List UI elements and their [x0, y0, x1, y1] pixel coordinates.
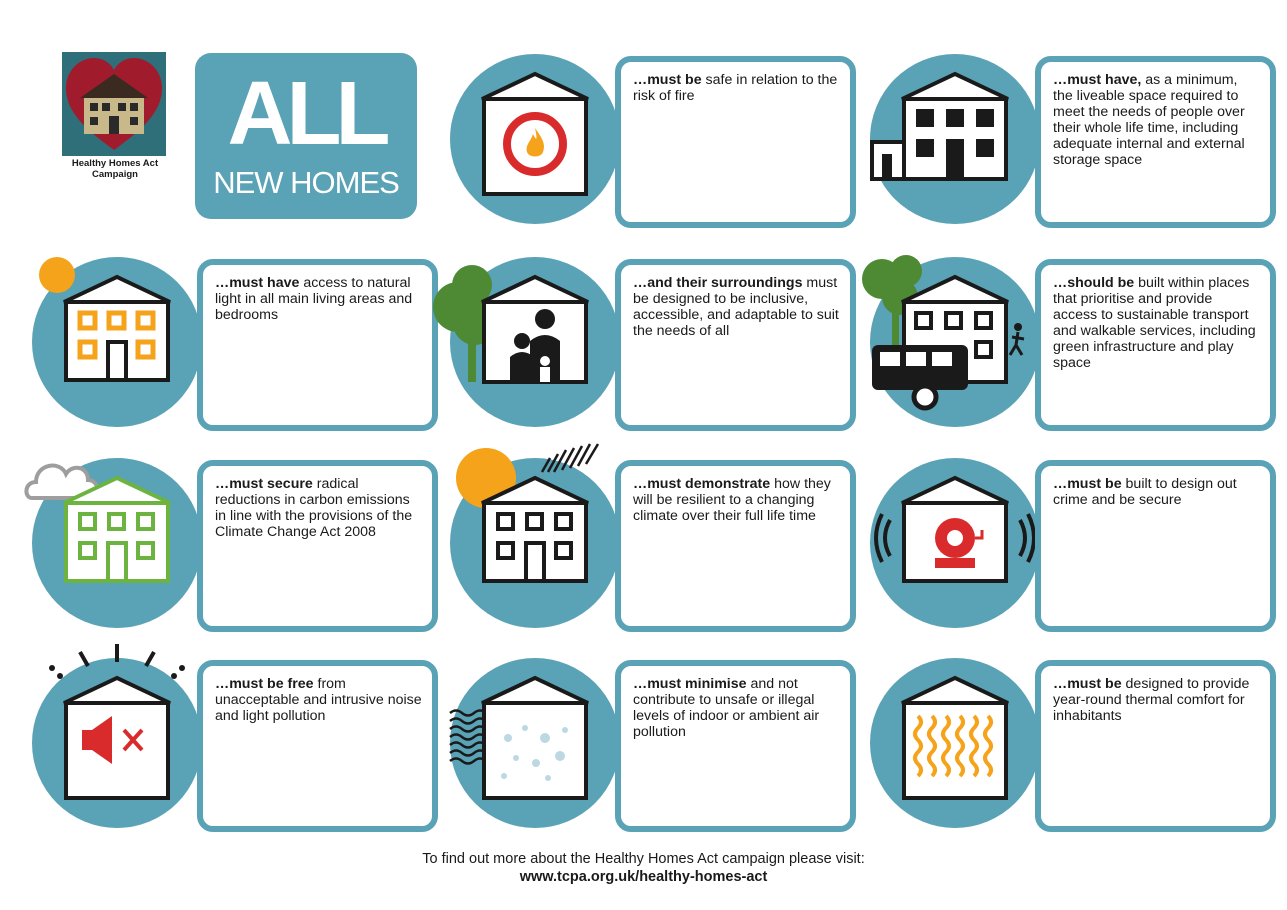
climate-resilience-icon	[450, 458, 620, 628]
transport-icon	[870, 257, 1040, 427]
air-pollution-icon	[450, 658, 620, 828]
title-panel	[195, 53, 417, 219]
climate-resilience-card: …must demonstrate how they will be resilient to a changing climate over their full life time	[615, 460, 856, 632]
tile-natural-light	[32, 257, 422, 427]
fire-icon	[450, 54, 620, 224]
noise-pollution-card: …must be free from unacceptable and intrusive noise and light pollution	[197, 660, 438, 832]
alarm-bell-icon	[870, 458, 1040, 628]
security-card: …must be built to design out crime and be secure	[1035, 460, 1276, 632]
natural-light-card: …must have access to natural light in all main living areas and bedrooms	[197, 259, 438, 431]
tile-air-pollution	[450, 658, 840, 828]
air-pollution-card: …must minimise and not contribute to unsafe or illegal levels of indoor or ambient air pollution	[615, 660, 856, 832]
tile-sustainable-transport	[870, 257, 1260, 427]
noise-mute-icon	[32, 658, 202, 828]
campaign-url-link[interactable]: www.tcpa.org.uk/healthy-homes-act	[519, 869, 768, 885]
footer	[0, 850, 1287, 886]
tile-fire-safety	[450, 54, 840, 224]
tile-carbon-reduction	[32, 458, 422, 628]
tile-inclusive-design	[450, 257, 840, 427]
carbon-reduction-card: …must secure radical reductions in carbon emissions in line with the provisions of the Climate Change Act 2008	[197, 460, 438, 632]
footer-text: To find out more about the Healthy Homes Act campaign please visit:	[422, 851, 865, 867]
thermal-comfort-icon	[870, 658, 1040, 828]
tile-liveable-space	[870, 54, 1260, 224]
tile-climate-resilience	[450, 458, 840, 628]
title-new-homes: NEW HOMES	[213, 165, 399, 200]
liveable-space-card: …must have, as a minimum, the liveable space required to meet the needs of people over their whole life time, including adequate internal and external storage space	[1035, 56, 1276, 228]
natural-light-icon	[32, 257, 202, 427]
tile-security	[870, 458, 1260, 628]
inclusive-design-card: …and their surroundings must be designed to be inclusive, accessible, and adaptable to suit the needs of all	[615, 259, 856, 431]
family-icon	[450, 257, 620, 427]
fire-safety-card: …must be safe in relation to the risk of fire	[615, 56, 856, 228]
storage-space-icon	[870, 54, 1040, 224]
logo-caption: Healthy Homes Act Campaign	[71, 158, 159, 180]
tile-thermal-comfort	[870, 658, 1260, 828]
heart-house-logo-icon	[62, 52, 166, 156]
title-all: ALL	[227, 64, 385, 164]
carbon-reduction-icon	[32, 458, 202, 628]
tile-noise-pollution	[32, 658, 422, 828]
thermal-comfort-card: …must be designed to provide year-round thermal comfort for inhabitants	[1035, 660, 1276, 832]
sustainable-transport-card: …should be built within places that prioritise and provide access to sustainable transport and walkable services, including green infrastructure and play space	[1035, 259, 1276, 431]
campaign-logo	[60, 52, 170, 180]
